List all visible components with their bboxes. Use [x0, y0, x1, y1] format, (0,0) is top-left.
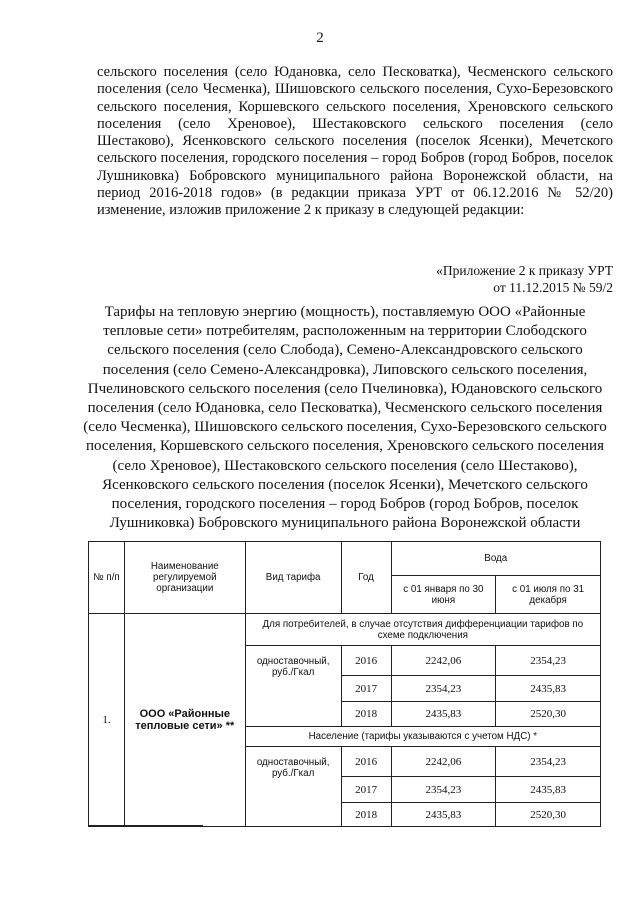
table-cell-h1: 2435,83: [391, 803, 496, 827]
tariff-table: [88, 541, 601, 827]
header-period-1: с 01 января по 30 июня: [391, 576, 496, 614]
table-cell-h1: 2435,83: [391, 702, 496, 727]
table-cell-year: 2018: [341, 803, 391, 827]
tariff-kind-general: одноставочный, руб./Гкал: [245, 646, 341, 727]
intro-paragraph: сельского поселения (село Юдановка, село Песковатка), Чесменского сельского поселения (село Чесменка), Шишовского сельского поселения, Сухо-Березовского сельского поселения, Коршевского сельского поселения, Хреновского сельского поселения (село Хреновое), Шестаковского сельского поселения (село Шестаково), Ясенковского сельского поселения (поселок Ясенки), Мечетского сельского поселения, городского поселения – город Бобров (город Бобров, поселок Лушниковка) Бобровского муниципального района Воронежской области, на период 2016-2018 годов» (в редакции приказа УРТ от 06.12.2016 № 52/20) изменение, изложив приложение 2 к приказу в следующей редакции:: [97, 64, 613, 219]
table-cell-h1: 2242,06: [391, 747, 496, 777]
table-cell-h2: 2354,23: [496, 747, 601, 777]
table-cell-h2: 2435,83: [496, 777, 601, 803]
table-cell-year: 2017: [341, 676, 391, 702]
table-cell-h2: 2435,83: [496, 676, 601, 702]
appendix-reference: [436, 262, 613, 296]
row-number: 1.: [89, 614, 125, 827]
table-cell-h2: 2520,30: [496, 803, 601, 827]
table-cell-h1: 2242,06: [391, 646, 496, 676]
appendix-reference-line-1: «Приложение 2 к приказу УРТ: [436, 263, 613, 278]
table-cell-year: 2017: [341, 777, 391, 803]
page-number: 2: [316, 30, 324, 46]
group-title-general: Для потребителей, в случае отсутствия дифференциации тарифов по схеме подключения: [245, 614, 600, 646]
header-year: Год: [341, 542, 391, 614]
group-title-population: Население (тарифы указываются с учетом НДС) *: [245, 727, 600, 747]
tariff-title: Тарифы на тепловую энергию (мощность), поставляемую ООО «Районные тепловые сети» потребителям, расположенным на территории Слободского сельского поселения (село Слобода), Семено-Александровского сельского поселения (село Семено-Александровка), Липовского сельского поселения, Пчелиновского сельского поселения (село Пчелиновка), Юдановского сельского поселения (село Юдановка, село Песковатка), Чесменского сельского поселения (село Чесменка), Шишовского сельского поселения, Сухо-Березовского сельского поселения, Коршевского сельского поселения, Хреновского сельского поселения (село Хреновое), Шестаковского сельского поселения (село Шестаково), Ясенковского сельского поселения (поселок Ясенки), Мечетского сельского поселения, городского поселения – город Бобров (город Бобров, поселок Лушниковка) Бобровского муниципального района Воронежской области: [83, 304, 607, 532]
table-cell-h1: 2354,23: [391, 676, 496, 702]
table-cell-year: 2016: [341, 646, 391, 676]
header-tariff-kind: Вид тарифа: [245, 542, 341, 614]
table-cell-h2: 2520,30: [496, 702, 601, 727]
header-number: № п/п: [89, 542, 125, 614]
appendix-reference-line-2: от 11.12.2015 № 59/2: [493, 280, 613, 295]
organization-name: ООО «Районные тепловые сети» **: [124, 614, 245, 827]
table-cell-year: 2018: [341, 702, 391, 727]
header-period-2: с 01 июля по 31 декабря: [496, 576, 601, 614]
tariff-kind-population: одноставочный, руб./Гкал: [245, 747, 341, 827]
table-cell-h2: 2354,23: [496, 646, 601, 676]
footnote-separator: [88, 825, 203, 826]
header-organization: Наименование регулируемой организации: [124, 542, 245, 614]
table-cell-h1: 2354,23: [391, 777, 496, 803]
table-cell-year: 2016: [341, 747, 391, 777]
header-water: Вода: [391, 542, 600, 576]
